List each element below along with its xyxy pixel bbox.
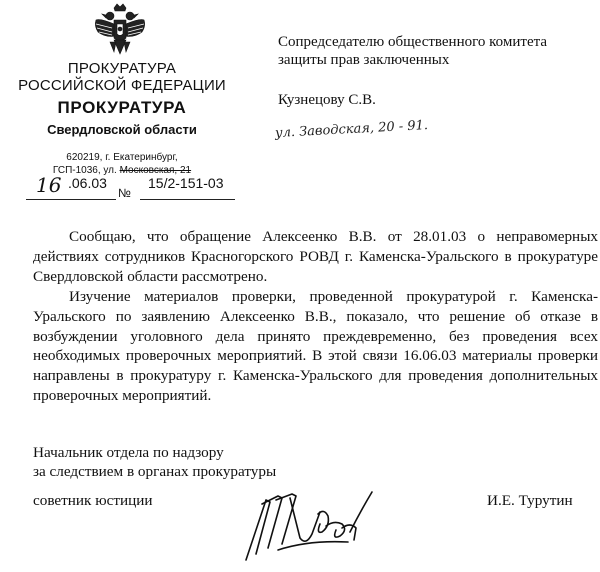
signer-title-line2: за следствием в органах прокуратуры — [33, 463, 277, 480]
double-headed-eagle-emblem-icon — [90, 2, 150, 58]
addressee-line1: Сопредседателю общественного комитета — [278, 34, 548, 50]
date-underline — [26, 199, 116, 200]
date-number-row — [8, 173, 238, 203]
body-paragraph-2: Изучение материалов проверки, проведенной прокуратурой г. Каменска-Уральского по заявлению Алексеенко В.В., показало, что решение об отказе в возбуждении уголовного дела принято преждевременно, без проведения всех необходимых проверочных мероприятий. В этой связи 16.06.03 материалы проверки направлены в прокуратуру г. Каменска-Уральского для проведения дополнительных проверочных мероприятий. — [33, 288, 598, 404]
date-typed: .06.03 — [68, 175, 107, 191]
number-label: № — [118, 186, 131, 200]
number-underline — [140, 199, 235, 200]
address-line1: 620219, г. Екатеринбург, — [66, 152, 178, 163]
date-handwritten: 16 — [36, 173, 62, 197]
address-line2-part-a: ГСП-1036, ул. — [52, 165, 120, 176]
signer-name: И.Е. Турутин — [487, 492, 573, 509]
signer-title-line1: Начальник отдела по надзору — [33, 444, 224, 461]
org-name-line2: РОССИЙСКОЙ ФЕДЕРАЦИИ — [18, 77, 226, 94]
handwritten-signature-icon — [238, 482, 388, 567]
org-region: Свердловской области — [47, 122, 197, 137]
signer-rank: советник юстиции — [33, 492, 153, 509]
reference-number: 15/2-151-03 — [148, 175, 224, 191]
addressee-line2: защиты прав заключенных — [278, 52, 450, 68]
address-line2-part-b: Московская, 21 — [119, 165, 192, 176]
addressee-name: Кузнецову С.В. — [278, 92, 376, 108]
org-name-line1: ПРОКУРАТУРА — [67, 60, 177, 77]
org-title: ПРОКУРАТУРА — [57, 98, 187, 117]
body-paragraph-1: Сообщаю, что обращение Алексеенко В.В. от 28.01.03 о неправомерных действиях сотрудников Красногорского РОВД г. Каменска-Уральского в прокуратуре Свердловской области рассмотрено. — [33, 228, 598, 285]
addressee-address-handwritten: ул. Заводская, 20 - 91. — [274, 118, 429, 141]
